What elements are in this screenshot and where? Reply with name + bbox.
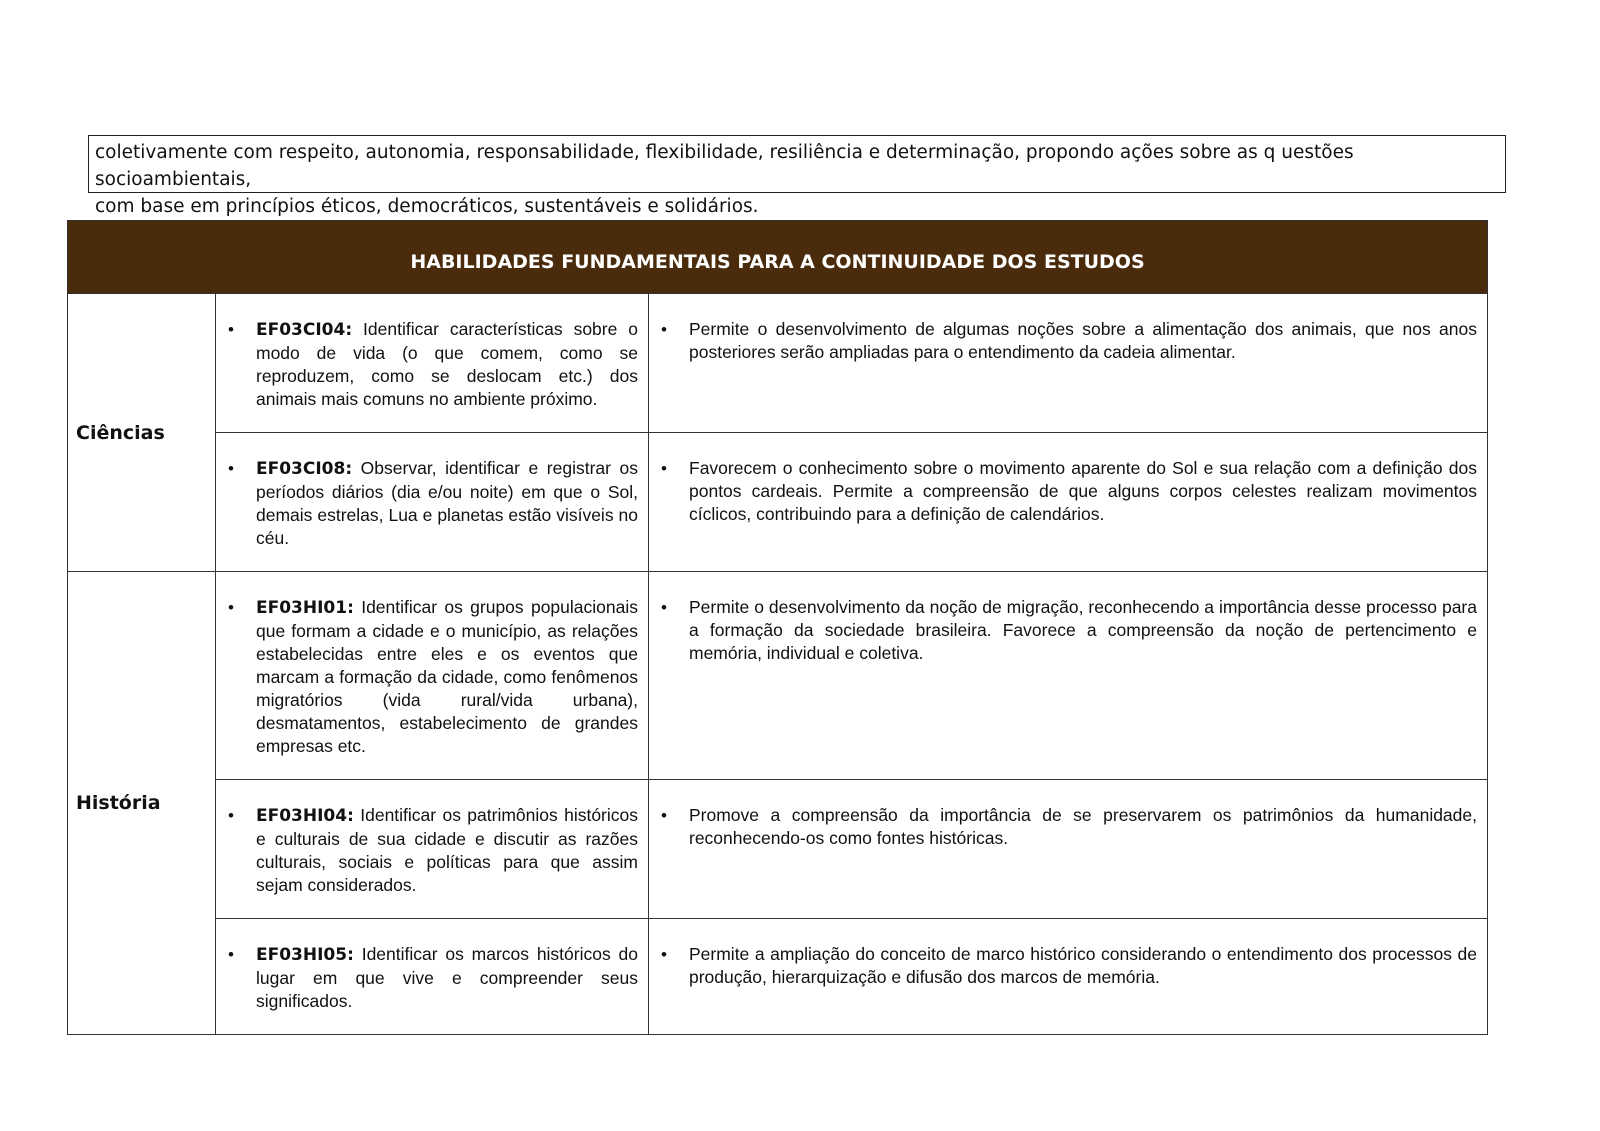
skill-item [224,457,638,550]
bullet-icon: • [661,945,667,964]
table-row [68,919,1488,1035]
description-text: Permite a ampliação do conceito de marco histórico considerando o entendimento dos processos de produção, hierarquização e difusão dos marcos de memória. [689,944,1477,987]
skill-code: EF03CI08: [256,459,353,479]
description-item [657,457,1477,526]
skill-cell [216,572,649,780]
table-row [68,294,1488,433]
description-item [657,804,1477,850]
description-text: Permite o desenvolvimento de algumas noções sobre a alimentação dos animais, que nos anos posteriores serão ampliadas para o entendimento da cadeia alimentar. [689,319,1477,362]
skill-text: Identificar os grupos populacionais que formam a cidade e o município, as relações estabelecidas entre eles e os eventos que marcam a formação da cidade, como fenômenos migratórios (vida rural/vida urbana), desmatamentos, estabelecimento de grandes empresas etc. [256,597,638,756]
description-cell [649,572,1488,780]
intro-line-1: coletivamente com respeito, autonomia, responsabilidade, flexibilidade, resiliência e determinação, propondo ações sobre as q uestões socioambientais, [95,142,1354,190]
skill-code: EF03HI05: [256,945,354,965]
table-row [68,780,1488,919]
skill-cell [216,433,649,572]
skill-text: Identificar os patrimônios históricos e culturais de sua cidade e discutir as razões culturais, sociais e políticas para que assim sejam considerados. [256,805,638,895]
skills-table [67,220,1488,1035]
bullet-icon: • [228,459,234,478]
skill-item [224,943,638,1013]
skill-item [224,804,638,897]
skill-cell [216,919,649,1035]
bullet-icon: • [228,806,234,825]
skill-text: Observar, identificar e registrar os períodos diários (dia e/ou noite) em que o Sol, demais estrelas, Lua e planetas estão visíveis no céu. [256,458,638,548]
intro-line-2: com base em princípios éticos, democráticos, sustentáveis e solidários. [95,196,759,217]
skill-code: EF03CI04: [256,320,353,340]
description-cell [649,780,1488,919]
description-text: Favorecem o conhecimento sobre o movimento aparente do Sol e sua relação com a definição dos pontos cardeais. Permite a compreensão de que alguns corpos celestes realizam movimentos cíclicos, contribuindo para a definição de calendários. [689,458,1477,524]
bullet-icon: • [228,320,234,339]
subject-cell-historia: História [68,572,216,1035]
description-item [657,943,1477,989]
table-row [68,433,1488,572]
description-cell [649,294,1488,433]
table-row [68,572,1488,780]
skill-item [224,318,638,411]
skill-cell [216,294,649,433]
description-cell [649,433,1488,572]
skill-cell [216,780,649,919]
table-header: HABILIDADES FUNDAMENTAIS PARA A CONTINUIDADE DOS ESTUDOS [68,221,1488,294]
description-item [657,596,1477,665]
bullet-icon: • [661,320,667,339]
bullet-icon: • [661,459,667,478]
description-cell [649,919,1488,1035]
bullet-icon: • [228,598,234,617]
bullet-icon: • [228,945,234,964]
description-item [657,318,1477,364]
skill-code: EF03HI04: [256,806,354,826]
skill-text: Identificar os marcos históricos do lugar em que vive e compreender seus significados. [256,944,638,1011]
bullet-icon: • [661,598,667,617]
skill-code: EF03HI01: [256,598,354,618]
subject-cell-ciencias: Ciências [68,294,216,572]
description-text: Permite o desenvolvimento da noção de migração, reconhecendo a importância desse processo para a formação da sociedade brasileira. Favorece a compreensão da noção de pertencimento e memória, individual e coletiva. [689,597,1477,663]
skill-item [224,596,638,758]
bullet-icon: • [661,806,667,825]
intro-text-box [88,135,1506,217]
skill-text: Identificar características sobre o modo de vida (o que comem, como se reproduzem, como se deslocam etc.) dos animais mais comuns no ambiente próximo. [256,319,638,409]
description-text: Promove a compreensão da importância de se preservarem os patrimônios da humanidade, reconhecendo-os como fontes históricas. [689,805,1477,848]
